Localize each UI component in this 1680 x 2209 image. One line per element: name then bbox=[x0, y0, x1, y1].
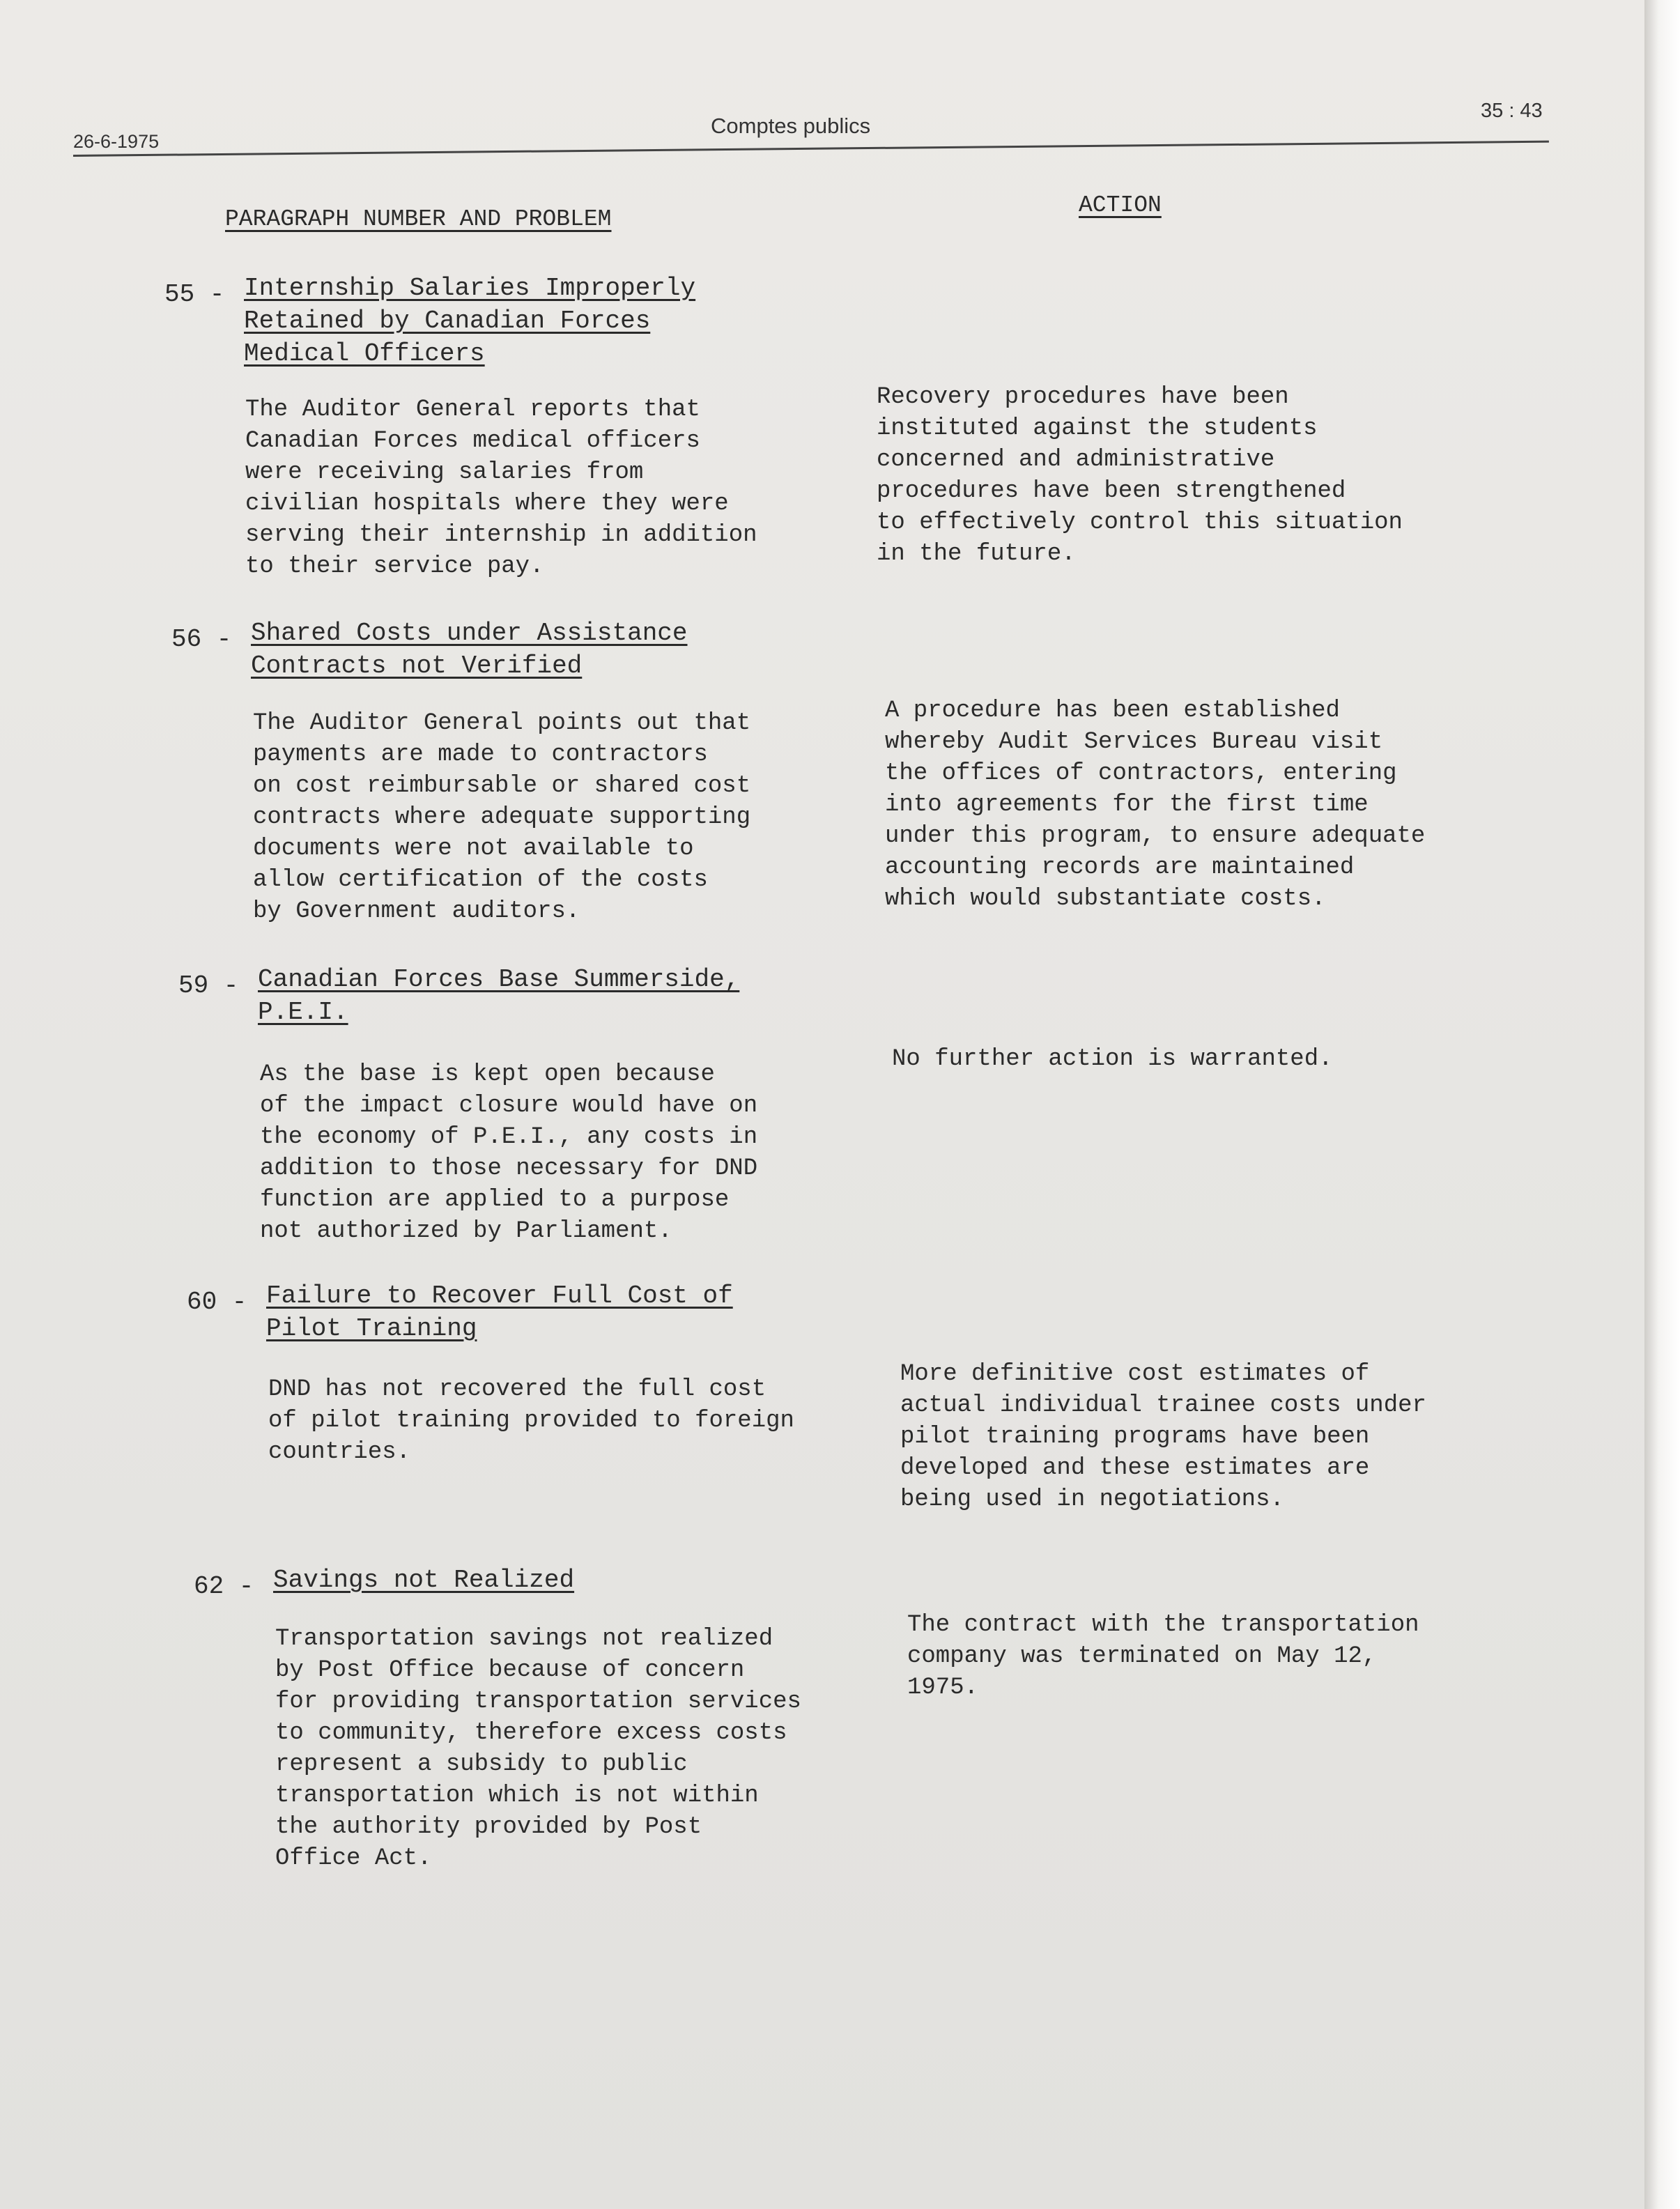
column-heading-problem: PARAGRAPH NUMBER AND PROBLEM bbox=[225, 206, 612, 232]
header-page-number: 35 : 43 bbox=[1481, 100, 1543, 122]
page-edge bbox=[1644, 0, 1680, 2209]
paragraph-number: 60 - bbox=[187, 1288, 247, 1316]
header-date: 26-6-1975 bbox=[73, 131, 160, 152]
problem-text: The Auditor General points out that payments are made to contractors on cost reimbursable or shared cost contracts where adequate supporting documents were not available to allow certification of the costs by Government auditors. bbox=[253, 710, 751, 925]
action-text: No further action is warranted. bbox=[892, 1046, 1333, 1072]
paragraph-number: 59 - bbox=[178, 971, 239, 1000]
paragraph-number: 62 - bbox=[194, 1572, 254, 1601]
paragraph-title: Failure to Recover Full Cost of Pilot Training bbox=[266, 1281, 733, 1343]
problem-text: As the base is kept open because of the impact closure would have on the economy of P.E.I., any costs in addition to those necessary for DND function are applied to a purpose not authorized by Parliament. bbox=[260, 1061, 758, 1245]
problem-text: DND has not recovered the full cost of pilot training provided to foreign countries. bbox=[268, 1376, 794, 1465]
paragraph-title: Canadian Forces Base Summerside, P.E.I. bbox=[258, 965, 740, 1026]
action-text: More definitive cost estimates of actual individual trainee costs under pilot training programs have been developed and these estimates are being used in negotiations. bbox=[900, 1361, 1426, 1513]
problem-text: The Auditor General reports that Canadian Forces medical officers were receiving salaries from civilian hospitals where they were serving their internship in addition to their service pay. bbox=[245, 397, 757, 580]
paragraph-title: Savings not Realized bbox=[273, 1566, 575, 1594]
action-text: The contract with the transportation company was terminated on May 12, 1975. bbox=[907, 1612, 1419, 1701]
column-heading-action: ACTION bbox=[1079, 192, 1162, 218]
header-title: Comptes publics bbox=[711, 114, 871, 138]
problem-text: Transportation savings not realized by Post Office because of concern for providing transportation services to community, therefore excess costs represent a subsidy to public transportation which is not within the authority provided by Post Office Act. bbox=[275, 1626, 801, 1872]
action-text: Recovery procedures have been instituted against the students concerned and administrative procedures have been strengthened to effectively control this situation in the future. bbox=[877, 384, 1403, 567]
paragraph-title: Shared Costs under Assistance Contracts not Verified bbox=[251, 619, 688, 680]
paragraph-number: 56 - bbox=[171, 625, 232, 654]
paragraph-title: Internship Salaries Improperly Retained by Canadian Forces Medical Officers bbox=[244, 274, 696, 368]
action-text: A procedure has been established whereby Audit Services Bureau visit the offices of contractors, entering into agreements for the first time under this program, to ensure adequate accounting records are maintained which would substantiate costs. bbox=[885, 698, 1426, 912]
paragraph-number: 55 - bbox=[164, 280, 225, 309]
